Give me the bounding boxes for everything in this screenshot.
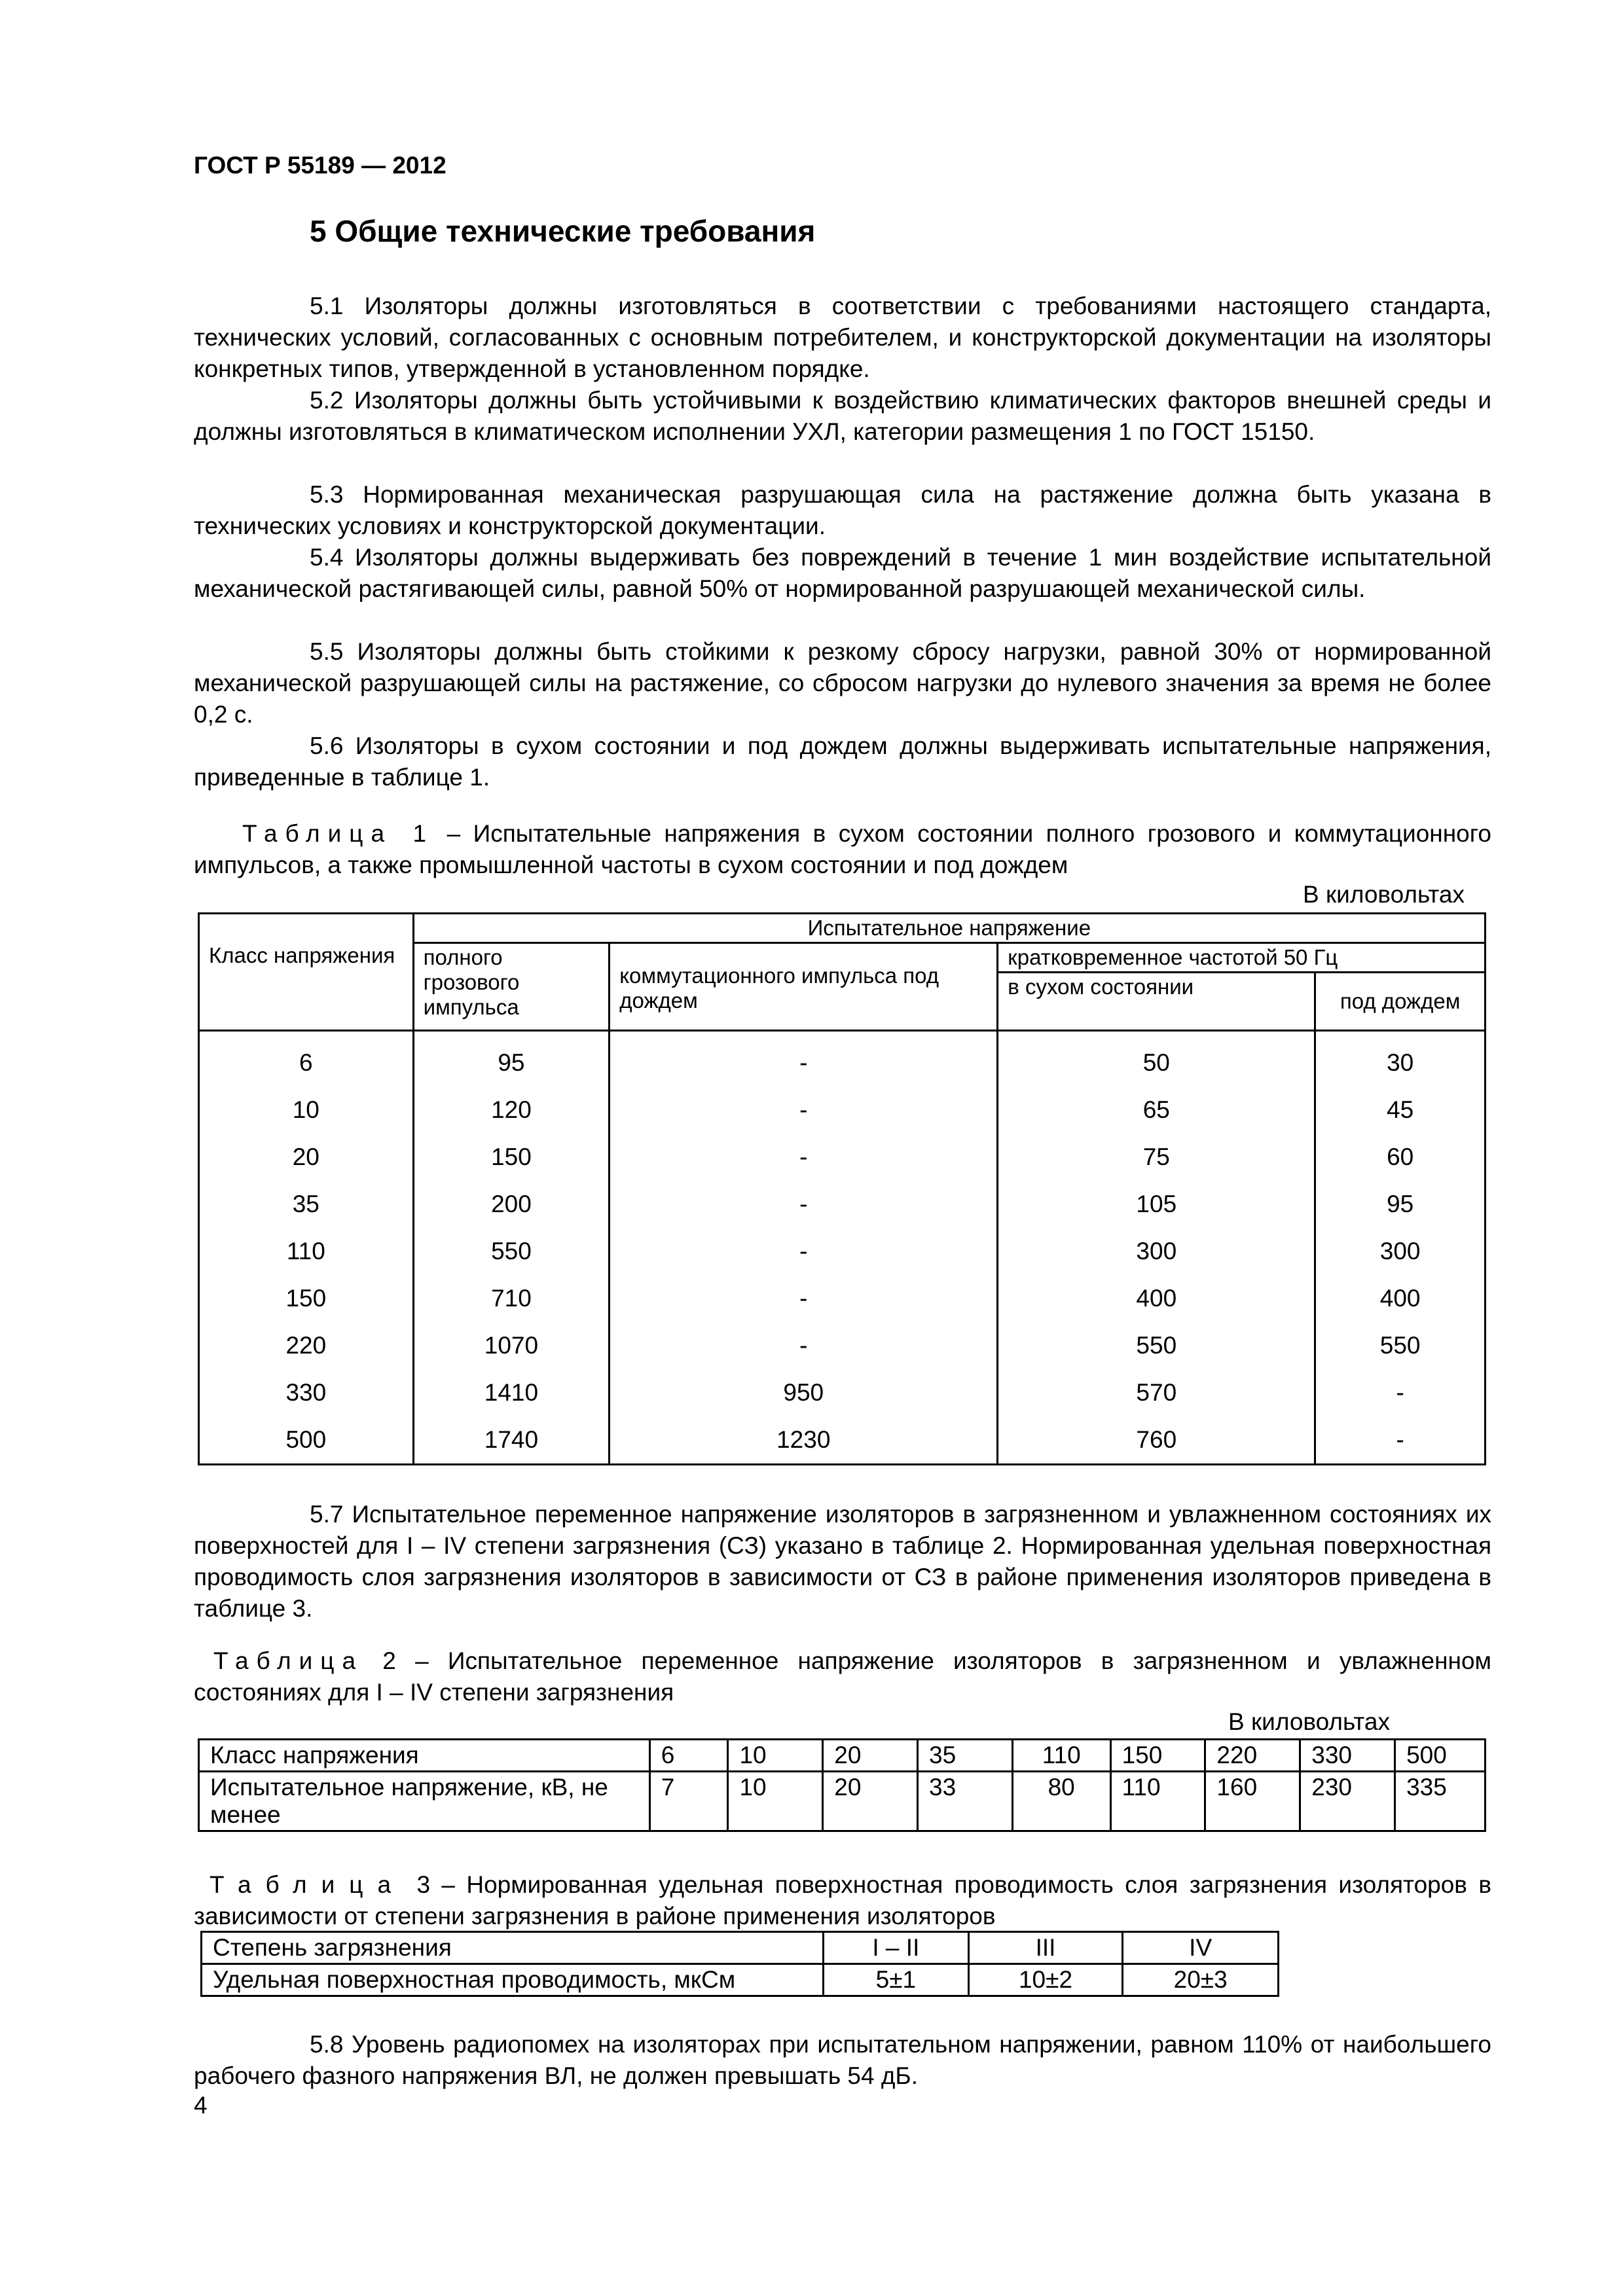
table-cell: 95 [413,1031,610,1087]
table1 [198,912,1486,1465]
table1-units: В киловольтах [1303,881,1465,908]
table-cell: 5±1 [824,1964,969,1996]
table-row [199,1086,1486,1134]
table-row [199,1181,1486,1228]
table3-caption-text: 3 – Нормированная удельная поверхностная проводимость слоя загрязнения изоляторов в зависимости от степени загрязнения в районе применения изоляторов [194,1871,1491,1929]
table-cell: III [968,1932,1123,1964]
paragraph-5-6: 5.6 Изоляторы в сухом состоянии и под дождем должны выдерживать испытательные напряжения, приведенные в таблице 1. [194,732,1491,791]
table-cell: 20±3 [1123,1964,1279,1996]
table-cell: 80 [1012,1772,1110,1831]
table3-row-label-pollution-degree: Степень загрязнения [202,1932,824,1964]
paragraph-5-4: 5.4 Изоляторы должны выдерживать без повреждений в течение 1 мин воздействие испытательной механической растягивающей силы, равной 50% от нормированной разрушающей механической силы. [194,544,1491,602]
table-cell: 105 [998,1181,1315,1228]
table-cell: 300 [1315,1228,1486,1275]
paragraph-5-5: 5.5 Изоляторы должны быть стойкими к резкому сбросу нагрузки, равной 30% от нормированной механической разрушающей силы на растяжение, со сбросом нагрузки до нулевого значения за время не более 0,2 с. [194,638,1491,728]
table-cell: - [610,1031,998,1087]
table-cell: 710 [413,1275,610,1322]
table3 [200,1931,1279,1997]
table-cell: 150 [199,1275,414,1322]
table-cell: 400 [998,1275,1315,1322]
page-number: 4 [194,2092,208,2119]
paragraph-5-7: 5.7 Испытательное переменное напряжение изоляторов в загрязненном и увлажненном состояниях их поверхностей для I – IV степени загрязнения (СЗ) указано в таблице 2. Нормированная удельная поверхностная проводимость слоя загрязнения изоляторов в зависимости от СЗ в районе применения изоляторов приведена в таблице 3. [194,1501,1491,1622]
table-cell: 550 [1315,1322,1486,1369]
table2-caption-text: 2 – Испытательное переменное напряжение изоляторов в загрязненном и увлажненном состояниях для I – IV степени загрязнения [194,1647,1491,1706]
table-cell: 160 [1205,1772,1300,1831]
table-cell: 220 [199,1322,414,1369]
table-cell: IV [1123,1932,1279,1964]
table3-label: Таблица [210,1871,406,1898]
table-cell: 200 [413,1181,610,1228]
table-row [199,1031,1486,1087]
table-cell: - [610,1181,998,1228]
table-cell: 20 [823,1740,918,1772]
table-cell: 400 [1315,1275,1486,1322]
table2-row-label-voltage-class: Класс напряжения [199,1740,650,1772]
table-cell: 50 [998,1031,1315,1087]
table1-header-lightning: полного грозового импульса [413,943,610,1031]
table-row [199,1228,1486,1275]
table-cell: 330 [199,1369,414,1416]
table-cell: 65 [998,1086,1315,1134]
table1-header-wet: под дождем [1315,973,1486,1031]
table-row [199,1322,1486,1369]
table-cell: 550 [998,1322,1315,1369]
table-cell: 95 [1315,1181,1486,1228]
table-cell: 1230 [610,1416,998,1465]
table-cell: 330 [1300,1740,1395,1772]
paragraph-5-2: 5.2 Изоляторы должны быть устойчивыми к воздействию климатических факторов внешней среды и должны изготовляться в климатическом исполнении УХЛ, категории размещения 1 по ГОСТ 15150. [194,387,1491,445]
table-cell: - [610,1275,998,1322]
table-cell: - [610,1134,998,1181]
table1-header-class: Класс напряжения [199,914,414,1031]
table-row [199,1416,1486,1465]
table-cell: 950 [610,1369,998,1416]
table1-caption-text: – Испытательные напряжения в сухом состоянии полного грозового и коммутационного импульсов, а также промышленной частоты в сухом состоянии и под дождем [194,820,1491,878]
table-cell: 110 [1110,1772,1205,1831]
table-cell: 6 [199,1031,414,1087]
table-cell: 10 [728,1740,823,1772]
table-cell: 110 [1012,1740,1110,1772]
table-cell: 10 [199,1086,414,1134]
paragraph-5-1: 5.1 Изоляторы должны изготовляться в соответствии с требованиями настоящего стандарта, технических условий, согласованных с основным потребителем, и конструкторской документации на изоляторы конкретных типов, утвержденной в установленном порядке. [194,293,1491,382]
table-cell: - [1315,1369,1486,1416]
table-row [199,1275,1486,1322]
table-cell: - [610,1228,998,1275]
table-cell: 570 [998,1369,1315,1416]
table3-caption [194,1869,1491,1932]
table-row [199,1772,1486,1831]
section-title: 5 Общие технические требования [310,214,816,248]
table-cell: 1410 [413,1369,610,1416]
table-cell: 33 [918,1772,1013,1831]
table-cell: I – II [824,1932,969,1964]
table2 [198,1738,1486,1832]
table-row [202,1932,1279,1964]
table2-caption [194,1645,1491,1708]
table-cell: 230 [1300,1772,1395,1831]
table-cell: 120 [413,1086,610,1134]
table-cell: 35 [199,1181,414,1228]
table-cell: 500 [1395,1740,1486,1772]
table-row [199,1134,1486,1181]
table-cell: 220 [1205,1740,1300,1772]
table1-header-switching: коммутационного импульса под дождем [610,943,998,1031]
paragraph-5-8: 5.8 Уровень радиопомех на изоляторах при испытательном напряжении, равном 110% от наибольшего рабочего фазного напряжения ВЛ, не должен превышать 54 дБ. [194,2031,1491,2089]
table-cell: 10±2 [968,1964,1123,1996]
table-cell: 35 [918,1740,1013,1772]
table-cell: 20 [823,1772,918,1831]
table-cell: - [610,1086,998,1134]
table-cell: 6 [649,1740,728,1772]
table-row [199,1369,1486,1416]
document-header: ГОСТ Р 55189 — 2012 [194,152,447,179]
table1-header-short-term: кратковременное частотой 50 Гц [998,943,1486,973]
table-cell: - [610,1322,998,1369]
table-cell: - [1315,1416,1486,1465]
table-row [199,1740,1486,1772]
table-cell: 550 [413,1228,610,1275]
table2-label: Таблица [213,1647,364,1674]
table-cell: 1070 [413,1322,610,1369]
table-cell: 10 [728,1772,823,1831]
table2-units: В киловольтах [1228,1708,1390,1735]
table-cell: 150 [413,1134,610,1181]
table-cell: 30 [1315,1031,1486,1087]
table1-header-dry: в сухом состоянии [998,973,1315,1031]
table-cell: 335 [1395,1772,1486,1831]
paragraph-5-3: 5.3 Нормированная механическая разрушающая сила на растяжение должна быть указана в технических условиях и конструкторской документации. [194,481,1491,539]
table-cell: 75 [998,1134,1315,1181]
table-cell: 110 [199,1228,414,1275]
table-cell: 7 [649,1772,728,1831]
table-cell: 20 [199,1134,414,1181]
table3-row-label-conductivity: Удельная поверхностная проводимость, мкСм [202,1964,824,1996]
table-cell: 300 [998,1228,1315,1275]
table2-row-label-test-voltage: Испытательное напряжение, кВ, не менее [199,1772,650,1831]
table1-label: Таблица 1 [242,820,435,847]
table-cell: 500 [199,1416,414,1465]
table-cell: 150 [1110,1740,1205,1772]
table-cell: 60 [1315,1134,1486,1181]
table1-caption [194,818,1491,881]
table-cell: 760 [998,1416,1315,1465]
table-cell: 1740 [413,1416,610,1465]
table-row [202,1964,1279,1996]
table1-header-test-voltage: Испытательное напряжение [413,914,1485,943]
table-cell: 45 [1315,1086,1486,1134]
